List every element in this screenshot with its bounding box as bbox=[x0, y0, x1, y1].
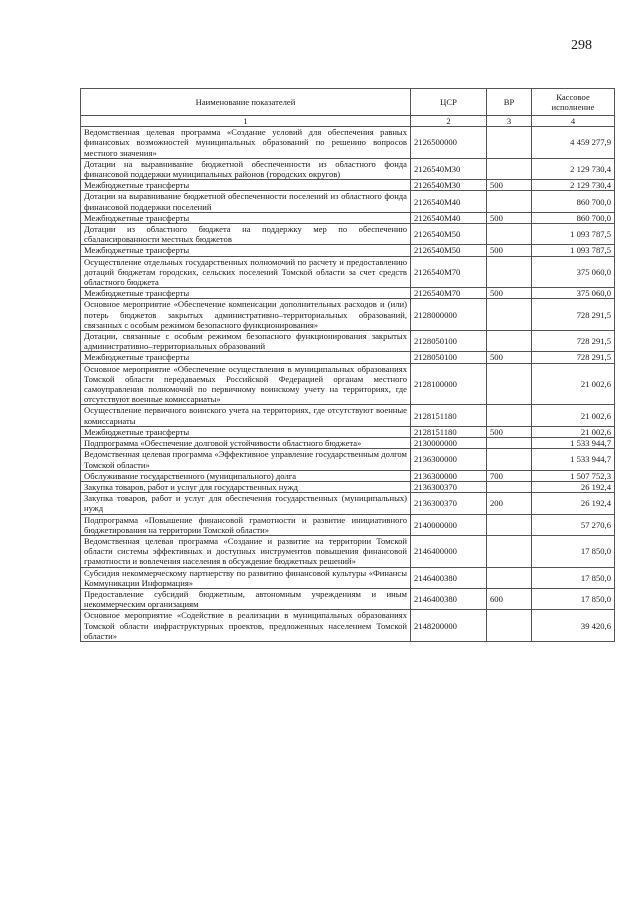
cell-vr bbox=[487, 567, 532, 588]
column-number-row bbox=[81, 116, 615, 127]
cell-sum: 21 002,6 bbox=[532, 426, 615, 437]
cell-csr: 2126540М30 bbox=[411, 180, 487, 191]
cell-name: Подпрограмма «Обеспечение долговой устойчивости областного бюджета» bbox=[81, 438, 411, 449]
table-row bbox=[81, 449, 615, 470]
cell-name: Дотации на выравнивание бюджетной обеспеченности поселений из областного фонда финансовой поддержки поселений bbox=[81, 191, 411, 212]
cell-vr: 500 bbox=[487, 180, 532, 191]
cell-csr: 2126540М40 bbox=[411, 191, 487, 212]
cell-name: Предоставление субсидий бюджетным, автономным учреждениям и иным некоммерческим организациям bbox=[81, 588, 411, 609]
table-row bbox=[81, 256, 615, 288]
cell-csr: 2146400000 bbox=[411, 535, 487, 567]
cell-vr bbox=[487, 158, 532, 179]
page-number: 298 bbox=[571, 38, 592, 53]
cell-name: Закупка товаров, работ и услуг для обеспечения государственных (муниципальных) нужд bbox=[81, 493, 411, 514]
cell-sum: 4 459 277,9 bbox=[532, 127, 615, 159]
cell-vr bbox=[487, 438, 532, 449]
table-header-row bbox=[81, 89, 615, 116]
cell-vr bbox=[487, 191, 532, 212]
budget-table bbox=[80, 88, 615, 642]
table-row bbox=[81, 331, 615, 352]
cell-csr: 2128050100 bbox=[411, 352, 487, 363]
table-body bbox=[81, 127, 615, 642]
cell-vr: 500 bbox=[487, 288, 532, 299]
table-row bbox=[81, 535, 615, 567]
cell-sum: 375 060,0 bbox=[532, 256, 615, 288]
cell-vr bbox=[487, 256, 532, 288]
cell-name: Ведомственная целевая программа «Эффективное управление государственным долгом Томской области» bbox=[81, 449, 411, 470]
header-vr: ВР bbox=[487, 89, 532, 116]
cell-name: Подпрограмма «Повышение финансовой грамотности и развитие инициативного бюджетирования на территории Томской области» bbox=[81, 514, 411, 535]
cell-name: Ведомственная целевая программа «Создание условий для обеспечения равных финансовых возможностей муниципальных образований по решению вопросов местного значения» bbox=[81, 127, 411, 159]
table-row bbox=[81, 405, 615, 426]
cell-csr: 2128100000 bbox=[411, 363, 487, 405]
cell-sum: 17 850,0 bbox=[532, 535, 615, 567]
table-row bbox=[81, 352, 615, 363]
table-row bbox=[81, 158, 615, 179]
table-row bbox=[81, 426, 615, 437]
cell-name: Межбюджетные трансферты bbox=[81, 426, 411, 437]
cell-name: Дотации из областного бюджета на поддержку мер по обеспечению сбалансированности местных бюджетов bbox=[81, 224, 411, 245]
cell-name: Основное мероприятие «Обеспечение осуществления в муниципальных образованиях Томской области передаваемых Российской Федерацией органам местного самоуправления полномочий по первичному воинскому учету на территориях, где отсутствуют военные комиссариаты» bbox=[81, 363, 411, 405]
cell-csr: 2126540М70 bbox=[411, 256, 487, 288]
cell-csr: 2126540М40 bbox=[411, 212, 487, 223]
cell-vr bbox=[487, 224, 532, 245]
table-row bbox=[81, 288, 615, 299]
cell-name: Межбюджетные трансферты bbox=[81, 352, 411, 363]
cell-sum: 1 093 787,5 bbox=[532, 224, 615, 245]
table-row bbox=[81, 127, 615, 159]
cell-csr: 2148200000 bbox=[411, 610, 487, 642]
cell-csr: 2136300370 bbox=[411, 493, 487, 514]
cell-sum: 57 270,6 bbox=[532, 514, 615, 535]
column-number: 2 bbox=[411, 116, 487, 127]
cell-csr: 2146400380 bbox=[411, 567, 487, 588]
cell-vr bbox=[487, 481, 532, 492]
cell-name: Закупка товаров, работ и услуг для государственных нужд bbox=[81, 481, 411, 492]
cell-sum: 728 291,5 bbox=[532, 299, 615, 331]
table-row bbox=[81, 299, 615, 331]
cell-vr: 700 bbox=[487, 470, 532, 481]
cell-sum: 728 291,5 bbox=[532, 352, 615, 363]
table-row bbox=[81, 245, 615, 256]
table-row bbox=[81, 481, 615, 492]
cell-sum: 1 507 752,3 bbox=[532, 470, 615, 481]
cell-name: Основное мероприятие «Обеспечение компенсации дополнительных расходов и (или) потерь бюджетов закрытых административно–территориальных образований, связанных с особым режимом безопасного функционирования» bbox=[81, 299, 411, 331]
cell-vr bbox=[487, 299, 532, 331]
cell-name: Дотации на выравнивание бюджетной обеспеченности из областного фонда финансовой поддержки муниципальных районов (городских округов) bbox=[81, 158, 411, 179]
cell-vr: 500 bbox=[487, 352, 532, 363]
header-csr: ЦСР bbox=[411, 89, 487, 116]
cell-csr: 2128000000 bbox=[411, 299, 487, 331]
cell-vr bbox=[487, 405, 532, 426]
table-row bbox=[81, 438, 615, 449]
column-number: 4 bbox=[532, 116, 615, 127]
cell-vr bbox=[487, 449, 532, 470]
cell-name: Обслуживание государственного (муниципального) долга bbox=[81, 470, 411, 481]
cell-sum: 728 291,5 bbox=[532, 331, 615, 352]
cell-vr bbox=[487, 535, 532, 567]
cell-vr: 600 bbox=[487, 588, 532, 609]
cell-csr: 2136300000 bbox=[411, 470, 487, 481]
cell-csr: 2128151180 bbox=[411, 405, 487, 426]
table-row bbox=[81, 212, 615, 223]
column-number: 1 bbox=[81, 116, 411, 127]
cell-vr bbox=[487, 363, 532, 405]
cell-csr: 2126540М30 bbox=[411, 158, 487, 179]
cell-sum: 17 850,0 bbox=[532, 588, 615, 609]
cell-vr bbox=[487, 514, 532, 535]
cell-sum: 39 420,6 bbox=[532, 610, 615, 642]
header-name: Наименование показателей bbox=[81, 89, 411, 116]
cell-csr: 2140000000 bbox=[411, 514, 487, 535]
cell-csr: 2126500000 bbox=[411, 127, 487, 159]
table-row bbox=[81, 470, 615, 481]
cell-name: Межбюджетные трансферты bbox=[81, 288, 411, 299]
cell-sum: 1 093 787,5 bbox=[532, 245, 615, 256]
table-row bbox=[81, 191, 615, 212]
cell-vr: 200 bbox=[487, 493, 532, 514]
cell-csr: 2130000000 bbox=[411, 438, 487, 449]
table-row bbox=[81, 224, 615, 245]
cell-sum: 2 129 730,4 bbox=[532, 180, 615, 191]
table-row bbox=[81, 180, 615, 191]
table-row bbox=[81, 493, 615, 514]
cell-csr: 2136300000 bbox=[411, 449, 487, 470]
cell-csr: 2136300370 bbox=[411, 481, 487, 492]
cell-name: Осуществление первичного воинского учета на территориях, где отсутствуют военные комиссариаты bbox=[81, 405, 411, 426]
cell-name: Основное мероприятие «Содействие в реализации в муниципальных образованиях Томской области инфраструктурных проектов, предложенных населением Томской области» bbox=[81, 610, 411, 642]
cell-vr bbox=[487, 610, 532, 642]
cell-sum: 860 700,0 bbox=[532, 212, 615, 223]
header-sum: Кассовое исполнение bbox=[532, 89, 615, 116]
cell-csr: 2146400380 bbox=[411, 588, 487, 609]
cell-csr: 2126540М70 bbox=[411, 288, 487, 299]
table-row bbox=[81, 567, 615, 588]
cell-vr: 500 bbox=[487, 212, 532, 223]
cell-name: Дотации, связанные с особым режимом безопасного функционирования закрытых административно–территориальных образований bbox=[81, 331, 411, 352]
table-row bbox=[81, 588, 615, 609]
cell-csr: 2126540М50 bbox=[411, 224, 487, 245]
table-row bbox=[81, 363, 615, 405]
cell-name: Межбюджетные трансферты bbox=[81, 245, 411, 256]
cell-sum: 17 850,0 bbox=[532, 567, 615, 588]
cell-vr: 500 bbox=[487, 245, 532, 256]
cell-name: Осуществление отдельных государственных полномочий по расчету и предоставлению дотаций бюджетам городских, сельских поселений Томской области за счет средств областного бюджета bbox=[81, 256, 411, 288]
column-number: 3 bbox=[487, 116, 532, 127]
cell-csr: 2128151180 bbox=[411, 426, 487, 437]
cell-name: Межбюджетные трансферты bbox=[81, 212, 411, 223]
cell-sum: 26 192,4 bbox=[532, 493, 615, 514]
cell-name: Межбюджетные трансферты bbox=[81, 180, 411, 191]
cell-sum: 21 002,6 bbox=[532, 363, 615, 405]
cell-sum: 860 700,0 bbox=[532, 191, 615, 212]
cell-sum: 2 129 730,4 bbox=[532, 158, 615, 179]
cell-sum: 375 060,0 bbox=[532, 288, 615, 299]
cell-sum: 26 192,4 bbox=[532, 481, 615, 492]
table-row bbox=[81, 514, 615, 535]
cell-sum: 1 533 944,7 bbox=[532, 438, 615, 449]
cell-sum: 1 533 944,7 bbox=[532, 449, 615, 470]
cell-csr: 2128050100 bbox=[411, 331, 487, 352]
cell-name: Ведомственная целевая программа «Создание и развитие на территории Томской области системы эффективных и доступных инструментов повышения финансовой грамотности и вовлечения населения в обсуждение бюджетных решений» bbox=[81, 535, 411, 567]
cell-vr: 500 bbox=[487, 426, 532, 437]
cell-vr bbox=[487, 127, 532, 159]
table-row bbox=[81, 610, 615, 642]
cell-sum: 21 002,6 bbox=[532, 405, 615, 426]
cell-vr bbox=[487, 331, 532, 352]
cell-csr: 2126540М50 bbox=[411, 245, 487, 256]
cell-name: Субсидия некоммерческому партнерству по развитию финансовой культуры «Финансы Коммуникации Информация» bbox=[81, 567, 411, 588]
